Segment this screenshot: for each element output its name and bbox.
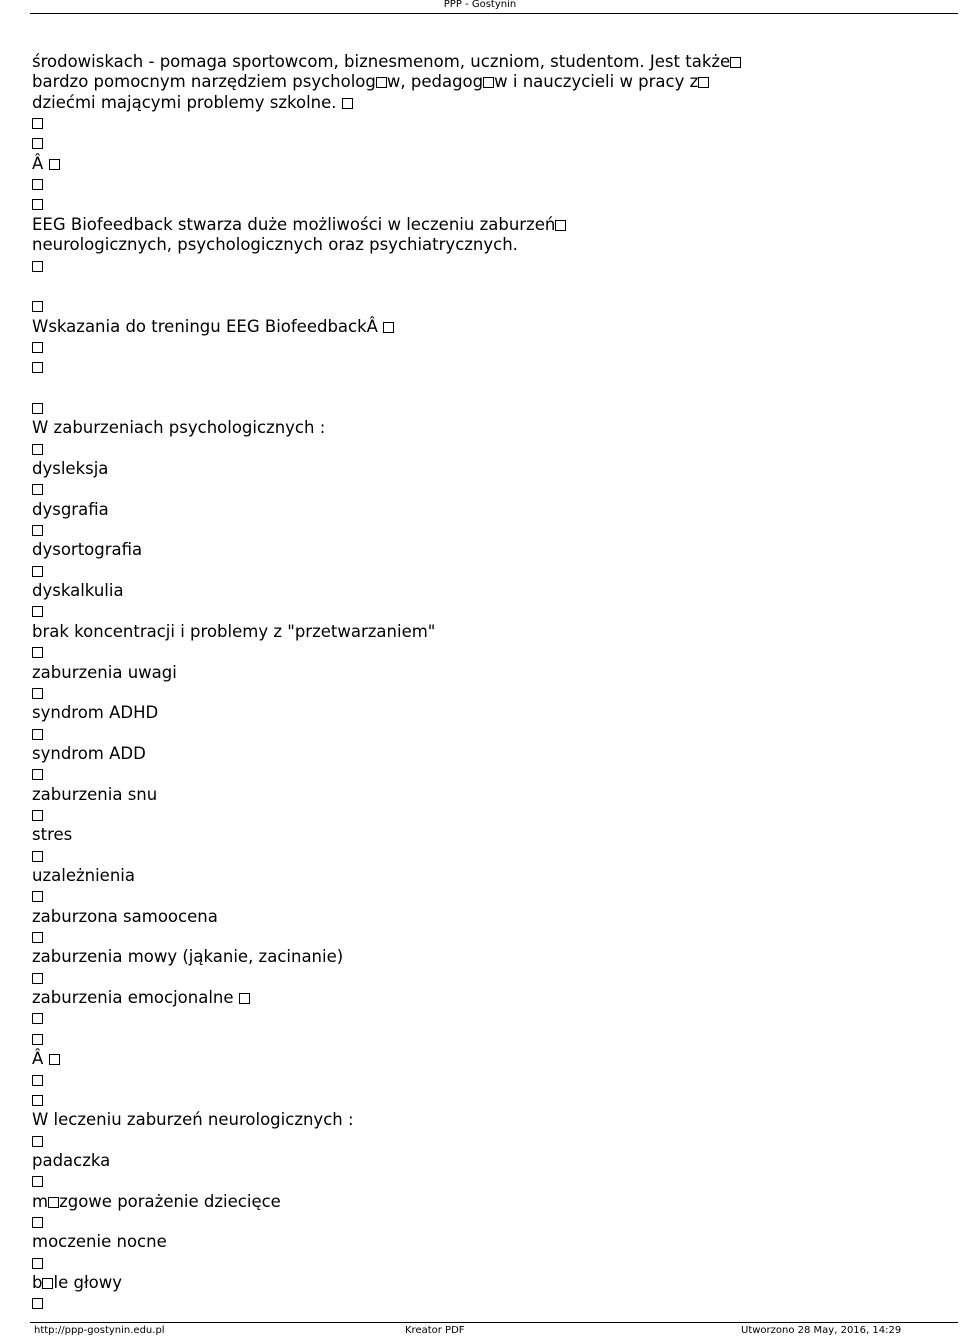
text-line: syndrom ADHD — [32, 703, 159, 723]
missing-glyph-box-icon — [32, 362, 43, 373]
missing-glyph-box-icon — [383, 322, 394, 333]
text-line: zaburzenia snu — [32, 784, 158, 804]
text-line: Wskazania do treningu EEG BiofeedbackÂ — [32, 317, 394, 337]
missing-glyph-box-icon — [32, 1258, 43, 1269]
placeholder-box-line — [32, 174, 43, 194]
placeholder-box-line — [32, 1131, 43, 1151]
placeholder-box-line — [32, 194, 43, 214]
missing-glyph-box-icon — [32, 199, 43, 210]
text-line: zaburzenia mowy (jąkanie, zacinanie) — [32, 947, 344, 967]
text-line: zaburzenia emocjonalne — [32, 988, 250, 1008]
placeholder-box-line — [32, 1008, 43, 1028]
placeholder-box-line — [32, 337, 43, 357]
missing-glyph-box-icon — [32, 138, 43, 149]
missing-glyph-box-icon — [32, 1217, 43, 1228]
footer-creator: Kreator PDF — [405, 1325, 465, 1336]
placeholder-box-line — [32, 846, 43, 866]
missing-glyph-box-icon — [32, 891, 43, 902]
missing-glyph-box-icon — [32, 1075, 43, 1086]
placeholder-box-line — [32, 1070, 43, 1090]
missing-glyph-box-icon — [555, 220, 566, 231]
placeholder-box-line — [32, 561, 43, 581]
text-line: środowiskach - pomaga sportowcom, biznesmenom, uczniom, studentom. Jest także — [32, 52, 741, 72]
missing-glyph-box-icon — [32, 301, 43, 312]
placeholder-box-line — [32, 479, 43, 499]
footer-divider — [30, 1322, 958, 1323]
missing-glyph-box-icon — [342, 98, 353, 109]
text-line: padaczka — [32, 1150, 111, 1170]
missing-glyph-box-icon — [32, 444, 43, 455]
missing-glyph-box-icon — [483, 77, 494, 88]
placeholder-box-line — [32, 1212, 43, 1232]
placeholder-box-line — [32, 256, 43, 276]
text-line: syndrom ADD — [32, 743, 146, 763]
text-line: stres — [32, 825, 73, 845]
placeholder-box-line — [32, 1253, 43, 1273]
text-line: zaburzenia uwagi — [32, 662, 177, 682]
missing-glyph-box-icon — [32, 932, 43, 943]
missing-glyph-box-icon — [32, 688, 43, 699]
missing-glyph-box-icon — [32, 1298, 43, 1309]
missing-glyph-box-icon — [32, 1136, 43, 1147]
missing-glyph-box-icon — [32, 484, 43, 495]
missing-glyph-box-icon — [32, 729, 43, 740]
missing-glyph-box-icon — [32, 769, 43, 780]
missing-glyph-box-icon — [698, 77, 709, 88]
missing-glyph-box-icon — [32, 403, 43, 414]
missing-glyph-box-icon — [32, 566, 43, 577]
placeholder-box-line — [32, 1293, 43, 1313]
missing-glyph-box-icon — [49, 1054, 60, 1065]
placeholder-box-line — [32, 1171, 43, 1191]
text-line: Â — [32, 1049, 60, 1069]
missing-glyph-box-icon — [32, 1034, 43, 1045]
missing-glyph-box-icon — [32, 118, 43, 129]
missing-glyph-box-icon — [48, 1197, 59, 1208]
placeholder-box-line — [32, 439, 43, 459]
placeholder-box-line — [32, 601, 43, 621]
missing-glyph-box-icon — [730, 57, 741, 68]
placeholder-box-line — [32, 642, 43, 662]
missing-glyph-box-icon — [32, 261, 43, 272]
placeholder-box-line — [32, 357, 43, 377]
missing-glyph-box-icon — [376, 77, 387, 88]
placeholder-box-line — [32, 133, 43, 153]
placeholder-box-line — [32, 1090, 43, 1110]
placeholder-box-line — [32, 886, 43, 906]
placeholder-box-line — [32, 520, 43, 540]
footer-url-link[interactable]: http://ppp-gostynin.edu.pl — [34, 1325, 165, 1336]
missing-glyph-box-icon — [32, 606, 43, 617]
placeholder-box-line — [32, 805, 43, 825]
missing-glyph-box-icon — [32, 810, 43, 821]
placeholder-box-line — [32, 968, 43, 988]
missing-glyph-box-icon — [32, 1176, 43, 1187]
page-header-title: PPP - Gostynin — [443, 0, 517, 10]
text-line: Â — [32, 154, 60, 174]
missing-glyph-box-icon — [32, 1095, 43, 1106]
missing-glyph-box-icon — [32, 851, 43, 862]
missing-glyph-box-icon — [32, 647, 43, 658]
text-line: W zaburzeniach psychologicznych : — [32, 418, 326, 438]
placeholder-box-line — [32, 296, 43, 316]
header-divider — [30, 13, 958, 14]
missing-glyph-box-icon — [32, 525, 43, 536]
missing-glyph-box-icon — [49, 159, 60, 170]
text-line: dysortografia — [32, 540, 143, 560]
text-line: dziećmi mającymi problemy szkolne. — [32, 93, 353, 113]
missing-glyph-box-icon — [32, 1013, 43, 1024]
text-line: zaburzona samoocena — [32, 906, 218, 926]
text-line: b le głowy — [32, 1273, 122, 1292]
missing-glyph-box-icon — [32, 342, 43, 353]
text-line: brak koncentracji i problemy z "przetwarzaniem" — [32, 621, 436, 641]
missing-glyph-box-icon — [32, 179, 43, 190]
placeholder-box-line — [32, 724, 43, 744]
footer-created-date: Utworzono 28 May, 2016, 14:29 — [741, 1325, 902, 1336]
text-line: dysleksja — [32, 459, 109, 478]
placeholder-box-line — [32, 683, 43, 703]
placeholder-box-line — [32, 927, 43, 947]
placeholder-box-line — [32, 1029, 43, 1049]
text-line: moczenie nocne — [32, 1232, 167, 1252]
placeholder-box-line — [32, 398, 43, 418]
missing-glyph-box-icon — [32, 973, 43, 984]
text-line: bardzo pomocnym narzędziem psycholog w, pedagog w i nauczycieli w pracy z — [32, 72, 709, 92]
text-line: uzależnienia — [32, 866, 135, 885]
missing-glyph-box-icon — [42, 1278, 53, 1289]
placeholder-box-line — [32, 113, 43, 133]
text-line: EEG Biofeedback stwarza duże możliwości w leczeniu zaburzeń — [32, 215, 566, 235]
text-line: dyskalkulia — [32, 581, 124, 601]
missing-glyph-box-icon — [239, 993, 250, 1004]
text-line: dysgrafia — [32, 499, 109, 519]
text-line: m zgowe porażenie dziecięce — [32, 1191, 281, 1211]
placeholder-box-line — [32, 764, 43, 784]
text-line: W leczeniu zaburzeń neurologicznych : — [32, 1110, 354, 1130]
text-line: neurologicznych, psychologicznych oraz psychiatrycznych. — [32, 235, 518, 255]
